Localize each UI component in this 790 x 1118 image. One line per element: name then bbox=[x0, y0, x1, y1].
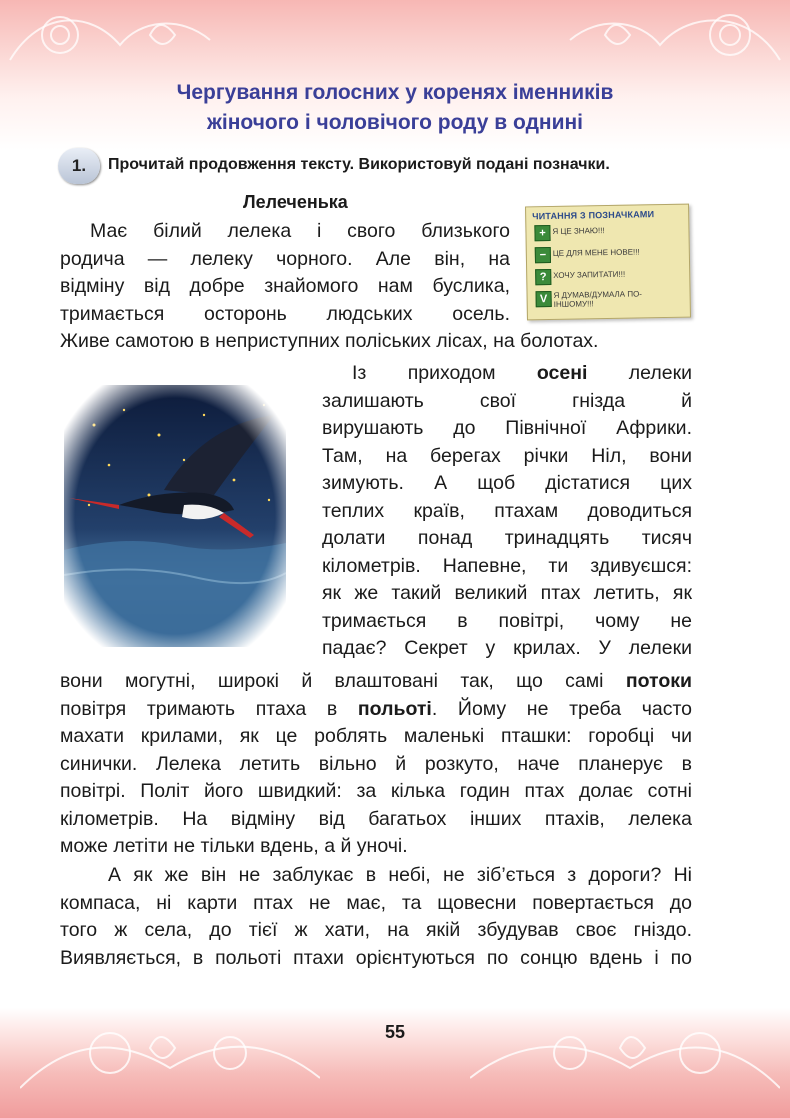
top-left-flower-ornament bbox=[0, 0, 220, 80]
text-line: як же такий великий птах летить, як bbox=[322, 582, 692, 604]
task-instruction: Прочитай продовження тексту. Використовуй подані позначки. bbox=[108, 156, 610, 173]
text-line: повітрі. Політ його швидкий: за кілька годин птах долає сотні bbox=[60, 780, 692, 802]
text-line: кілометрів. На відміну від багатьох інших птахів, лелека bbox=[60, 807, 692, 830]
bold-word: осені bbox=[536, 362, 588, 384]
question-icon: ? bbox=[535, 269, 551, 285]
text-line: Має білий лелека і свого близького bbox=[90, 220, 510, 242]
bottom-right-flower-ornament bbox=[470, 1008, 780, 1108]
lesson-title bbox=[60, 78, 730, 138]
text-line: зимують. А щоб дістатися цих bbox=[322, 472, 692, 494]
text-line: компаса, ні карти птах не має, та щовесни повертається до bbox=[60, 891, 692, 914]
text-line: Там, на берегах річки Ніл, вони bbox=[322, 444, 692, 467]
text-line: родича — лелеку чорного. Але він, на bbox=[60, 247, 510, 270]
page-number: 55 bbox=[384, 1022, 406, 1042]
plus-icon: + bbox=[534, 225, 550, 241]
text-line: долати понад тринадцять тисяч bbox=[322, 527, 692, 549]
paragraph-2-last-line: може летіти не тільки вдень, а й уночі. bbox=[60, 835, 408, 857]
text-line: залишають свої гнізда й bbox=[322, 389, 692, 412]
text-line: відміну від добре знайомого нам буслика, bbox=[60, 275, 510, 297]
paragraph-3 bbox=[60, 862, 692, 972]
lesson-title-line-2: жіночого і чоловічого роду в однині bbox=[206, 111, 584, 134]
text-line: теплих країв, птахам доводиться bbox=[322, 499, 692, 522]
text-line bbox=[60, 668, 692, 696]
text-line: махати крилами, як це роблять маленькі пташки: горобці чи bbox=[60, 725, 692, 747]
text-line: кілометрів. Напевне, ти здивуєшся: bbox=[322, 554, 692, 577]
task-number-badge: 1. bbox=[58, 148, 100, 184]
minus-icon: − bbox=[535, 247, 551, 263]
task-header bbox=[58, 148, 738, 188]
text-line: А як же він не заблукає в небі, не зіб’ється з дороги? Ні bbox=[108, 864, 692, 886]
text-line: того ж села, до тієї ж хати, на якій збудував своє гніздо. bbox=[60, 919, 692, 941]
paragraph-1-last-line: Живе самотою в неприступних поліських лісах, на болотах. bbox=[60, 330, 599, 352]
marker-label: ЦЕ ДЛЯ МЕНЕ НОВЕ!!! bbox=[552, 247, 640, 258]
text-fragment: повітря тримають птаха в bbox=[60, 697, 358, 720]
text-line: синички. Лелека летить вільно й розкуто, наче планерує в bbox=[60, 752, 692, 775]
text-line: тримається осторонь людських осель. bbox=[60, 302, 510, 325]
story-title: Лелеченька bbox=[243, 192, 348, 212]
text-line bbox=[322, 360, 692, 388]
marker-row-new bbox=[535, 245, 685, 266]
marker-row-question bbox=[535, 267, 685, 288]
text-line: тримається в повітрі, чому не bbox=[322, 609, 692, 632]
top-right-flower-ornament bbox=[560, 0, 790, 80]
text-fragment: . Йому не треба часто bbox=[431, 697, 692, 720]
lesson-title-line-1: Чергування голосних у коренях іменників bbox=[176, 81, 614, 104]
bottom-left-flower-ornament bbox=[20, 1008, 320, 1108]
markers-heading: ЧИТАННЯ З ПОЗНАЧКАМИ bbox=[532, 209, 655, 222]
reading-markers-card bbox=[525, 204, 691, 321]
paragraph-2-wide bbox=[60, 668, 692, 833]
marker-row-know bbox=[534, 223, 684, 244]
marker-label: Я ЦЕ ЗНАЮ!!! bbox=[552, 226, 605, 236]
checkmark-icon: V bbox=[535, 291, 551, 307]
marker-label: ХОЧУ ЗАПИТАТИ!!! bbox=[553, 269, 626, 280]
marker-row-different bbox=[535, 289, 685, 310]
marker-label: Я ДУМАВ/ДУМАЛА ПО-ІНШОМУ!!! bbox=[553, 289, 643, 309]
paragraph-1 bbox=[60, 218, 510, 328]
text-line bbox=[60, 696, 692, 724]
bold-word: потоки bbox=[625, 670, 692, 692]
text-line: Виявляється, в польоті птахи орієнтуються по сонцю вдень і по bbox=[60, 946, 692, 969]
text-line: падає? Секрет у крилах. У лелеки bbox=[322, 637, 692, 659]
text-fragment: Із приходом bbox=[352, 362, 537, 384]
paragraph-2-narrow bbox=[322, 360, 692, 663]
text-fragment: вони могутні, широкі й влаштовані так, що самі bbox=[60, 670, 626, 692]
text-fragment: лелеки bbox=[587, 362, 692, 384]
bold-word: польоті bbox=[357, 697, 432, 720]
black-stork-illustration bbox=[64, 385, 286, 647]
text-line: вирушають до Північної Африки. bbox=[322, 417, 692, 439]
